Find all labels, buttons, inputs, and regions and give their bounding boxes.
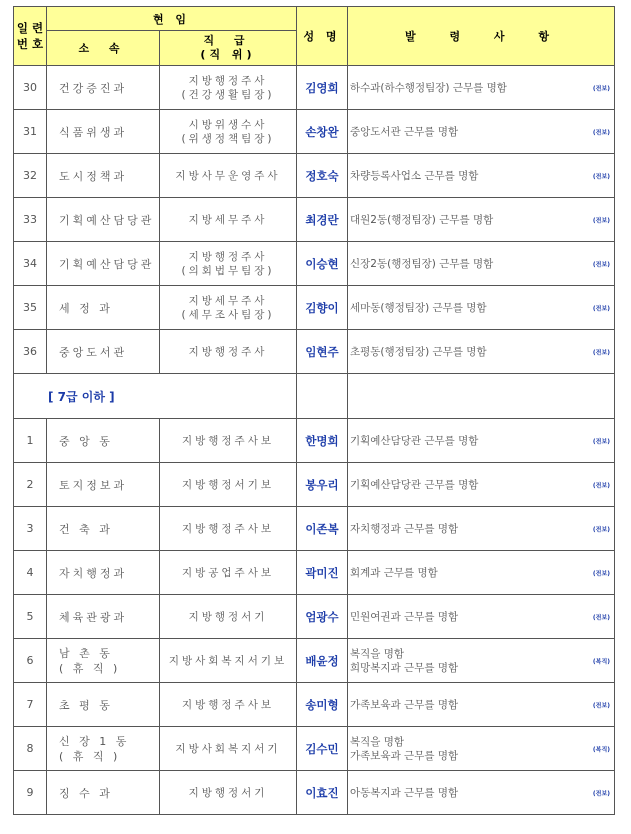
row-order-tag: (전보) <box>592 482 610 489</box>
row-order-line1: 초평동(행정팀장) 근무를 명함 <box>350 345 487 358</box>
section-empty-name <box>297 374 348 419</box>
row-order-tag: (전보) <box>592 129 610 136</box>
row-dept <box>47 595 160 639</box>
row-position <box>160 463 297 507</box>
row-dept-line1: 중 앙 동 <box>59 434 113 448</box>
row-number: 31 <box>14 110 47 154</box>
row-order <box>348 771 615 815</box>
row-number: 6 <box>14 639 47 683</box>
row-number: 8 <box>14 727 47 771</box>
row-dept <box>47 419 160 463</box>
row-order <box>348 419 615 463</box>
section-label: [ 7급 이하 ] <box>14 374 297 419</box>
row-order-line1: 아동복지과 근무를 명함 <box>350 786 459 799</box>
header-grade-sub: (직 위) <box>200 48 256 61</box>
personnel-table <box>13 6 615 815</box>
table-row <box>14 330 615 374</box>
row-position-line2: (세무조사팀장) <box>181 308 275 321</box>
row-dept <box>47 110 160 154</box>
table-row <box>14 639 615 683</box>
section-empty-order <box>348 374 615 419</box>
row-number: 34 <box>14 242 47 286</box>
row-dept-line1: 건강증진과 <box>59 81 128 95</box>
row-order-line1: 세마동(행정팀장) 근무를 명함 <box>350 301 487 314</box>
header-name: 성 명 <box>297 7 348 66</box>
row-order-line1: 하수과(하수행정팀장) 근무를 명함 <box>350 81 507 94</box>
row-position-line1: 지방사회복지서기 <box>175 742 281 755</box>
row-position <box>160 154 297 198</box>
row-position <box>160 683 297 727</box>
row-order <box>348 110 615 154</box>
row-dept <box>47 154 160 198</box>
row-position <box>160 507 297 551</box>
row-order-tag: (전보) <box>592 570 610 577</box>
row-order-line1: 대원2동(행정팀장) 근무를 명함 <box>350 213 494 226</box>
row-position-line1: 지방공업주사보 <box>181 566 274 579</box>
row-order <box>348 286 615 330</box>
table-row <box>14 463 615 507</box>
row-name: 정호숙 <box>297 154 348 198</box>
row-position <box>160 551 297 595</box>
row-order <box>348 330 615 374</box>
row-number: 32 <box>14 154 47 198</box>
row-name: 곽미진 <box>297 551 348 595</box>
row-dept-line2: ( 휴 직 ) <box>59 749 121 763</box>
row-dept-line1: 식품위생과 <box>59 125 128 139</box>
row-number: 1 <box>14 419 47 463</box>
row-name: 한명희 <box>297 419 348 463</box>
row-dept-line1: 신 장 1 동 <box>59 734 130 748</box>
header-grade-label: 직 급 <box>203 34 253 47</box>
row-position-line2: (의회법무팀장) <box>181 264 275 277</box>
row-number: 4 <box>14 551 47 595</box>
row-order <box>348 463 615 507</box>
row-dept <box>47 463 160 507</box>
row-order-line1: 신장2동(행정팀장) 근무를 명함 <box>350 257 494 270</box>
row-order-line1: 민원여권과 근무를 명함 <box>350 610 459 623</box>
row-order-line1: 차량등록사업소 근무를 명함 <box>350 169 479 182</box>
row-order-tag: (전보) <box>592 349 610 356</box>
row-position <box>160 727 297 771</box>
row-order <box>348 154 615 198</box>
row-number: 5 <box>14 595 47 639</box>
row-order <box>348 551 615 595</box>
row-position <box>160 198 297 242</box>
row-number: 9 <box>14 771 47 815</box>
row-position-line2: (위생정책팀장) <box>181 132 275 145</box>
row-name: 김향이 <box>297 286 348 330</box>
row-order <box>348 683 615 727</box>
row-position-line2: (건강생활팀장) <box>181 88 275 101</box>
row-number: 7 <box>14 683 47 727</box>
row-dept <box>47 286 160 330</box>
row-dept-line1: 기획예산담당관 <box>59 213 155 227</box>
row-order-line1: 중앙도서관 근무를 명함 <box>350 125 459 138</box>
row-number: 35 <box>14 286 47 330</box>
row-name: 김수민 <box>297 727 348 771</box>
row-number: 33 <box>14 198 47 242</box>
row-order-tag: (전보) <box>592 790 610 797</box>
row-position-line1: 지방사회복지서기보 <box>168 654 288 667</box>
row-number: 36 <box>14 330 47 374</box>
row-order <box>348 507 615 551</box>
table-row <box>14 551 615 595</box>
row-position <box>160 639 297 683</box>
row-name: 임현주 <box>297 330 348 374</box>
row-dept-line2: ( 휴 직 ) <box>59 661 121 675</box>
row-order <box>348 66 615 110</box>
row-position-line1: 지방세무주사 <box>188 213 268 226</box>
row-position-line1: 지방행정주사 <box>188 250 268 263</box>
row-dept <box>47 727 160 771</box>
row-position <box>160 66 297 110</box>
table-row <box>14 507 615 551</box>
row-position-line1: 지방행정서기 <box>188 610 268 623</box>
row-dept-line1: 징 수 과 <box>59 786 113 800</box>
row-order-tag: (전보) <box>592 217 610 224</box>
row-dept-line1: 기획예산담당관 <box>59 257 155 271</box>
row-name: 이효진 <box>297 771 348 815</box>
row-order-tag: (전보) <box>592 261 610 268</box>
row-order-line1: 기획예산담당관 근무를 명함 <box>350 434 479 447</box>
row-order-line1: 회계과 근무를 명함 <box>350 566 438 579</box>
upper-rows <box>14 66 615 374</box>
row-position <box>160 286 297 330</box>
table-row <box>14 683 615 727</box>
row-order-tag: (전보) <box>592 85 610 92</box>
header-grade <box>160 31 297 66</box>
row-order-line1: 자치행정과 근무를 명함 <box>350 522 459 535</box>
row-position <box>160 771 297 815</box>
row-name: 최경란 <box>297 198 348 242</box>
row-dept <box>47 683 160 727</box>
row-dept-line1: 토지정보과 <box>59 478 128 492</box>
row-number: 3 <box>14 507 47 551</box>
table-row <box>14 595 615 639</box>
table-row <box>14 286 615 330</box>
row-dept <box>47 639 160 683</box>
row-order-line2: 희망복지과 근무를 명함 <box>350 661 459 674</box>
row-dept-line1: 초 평 동 <box>59 698 113 712</box>
row-position-line1: 지방행정주사보 <box>181 698 274 711</box>
row-dept <box>47 507 160 551</box>
row-name: 엄광수 <box>297 595 348 639</box>
header-order: 발 령 사 항 <box>348 7 615 66</box>
row-dept <box>47 771 160 815</box>
row-order-tag: (전보) <box>592 614 610 621</box>
row-position-line1: 지방행정주사보 <box>181 522 274 535</box>
row-position-line1: 지방행정주사 <box>188 345 268 358</box>
table-row <box>14 198 615 242</box>
row-position <box>160 595 297 639</box>
row-order <box>348 639 615 683</box>
row-dept-line1: 도시정책과 <box>59 169 128 183</box>
header-current: 현 임 <box>47 7 297 31</box>
row-name: 김영희 <box>297 66 348 110</box>
row-position-line1: 시방위생수사 <box>188 118 268 131</box>
row-order-line1: 복직을 명함 <box>350 647 405 660</box>
table-row <box>14 66 615 110</box>
header-serial: 일 련 번 호 <box>14 7 47 66</box>
row-name: 배윤정 <box>297 639 348 683</box>
row-name: 송미형 <box>297 683 348 727</box>
header-dept: 소 속 <box>47 31 160 66</box>
row-order-tag: (전보) <box>592 438 610 445</box>
row-number: 30 <box>14 66 47 110</box>
row-dept-line1: 세 정 과 <box>59 301 113 315</box>
row-order-tag: (전보) <box>592 526 610 533</box>
row-order-line1: 가족보육과 근무를 명함 <box>350 698 459 711</box>
lower-rows <box>14 419 615 815</box>
row-order <box>348 198 615 242</box>
row-position <box>160 110 297 154</box>
row-name: 손창완 <box>297 110 348 154</box>
row-dept-line1: 자치행정과 <box>59 566 128 580</box>
table-row <box>14 110 615 154</box>
row-dept <box>47 198 160 242</box>
row-order <box>348 727 615 771</box>
row-order <box>348 595 615 639</box>
row-position-line1: 지방행정주사보 <box>181 434 274 447</box>
row-order-tag: (전보) <box>592 305 610 312</box>
row-name: 봉우리 <box>297 463 348 507</box>
row-order <box>348 242 615 286</box>
row-order-tag: (복직) <box>592 658 610 665</box>
row-order-line1: 기획예산담당관 근무를 명함 <box>350 478 479 491</box>
row-dept <box>47 551 160 595</box>
section-row <box>14 374 615 419</box>
row-position-line1: 지방행정주사 <box>188 74 268 87</box>
row-dept <box>47 66 160 110</box>
row-position-line1: 지방사무운영주사 <box>175 169 281 182</box>
row-dept <box>47 242 160 286</box>
row-dept-line1: 체육관광과 <box>59 610 128 624</box>
row-order-line1: 복직을 명함 <box>350 735 405 748</box>
row-position-line1: 지방행정서기 <box>188 786 268 799</box>
row-dept-line1: 건 축 과 <box>59 522 113 536</box>
row-order-line2: 가족보육과 근무를 명함 <box>350 749 459 762</box>
row-position <box>160 242 297 286</box>
table-row <box>14 727 615 771</box>
row-dept <box>47 330 160 374</box>
table-row <box>14 154 615 198</box>
table-row <box>14 242 615 286</box>
row-position <box>160 330 297 374</box>
row-name: 이존복 <box>297 507 348 551</box>
row-position-line1: 지방행정서기보 <box>181 478 274 491</box>
row-name: 이승현 <box>297 242 348 286</box>
row-number: 2 <box>14 463 47 507</box>
row-position <box>160 419 297 463</box>
row-order-tag: (복직) <box>592 746 610 753</box>
table-row <box>14 419 615 463</box>
row-dept-line1: 남 촌 동 <box>59 646 113 660</box>
row-position-line1: 지방세무주사 <box>188 294 268 307</box>
row-order-tag: (전보) <box>592 173 610 180</box>
table-row <box>14 771 615 815</box>
row-order-tag: (전보) <box>592 702 610 709</box>
row-dept-line1: 중앙도서관 <box>59 345 128 359</box>
